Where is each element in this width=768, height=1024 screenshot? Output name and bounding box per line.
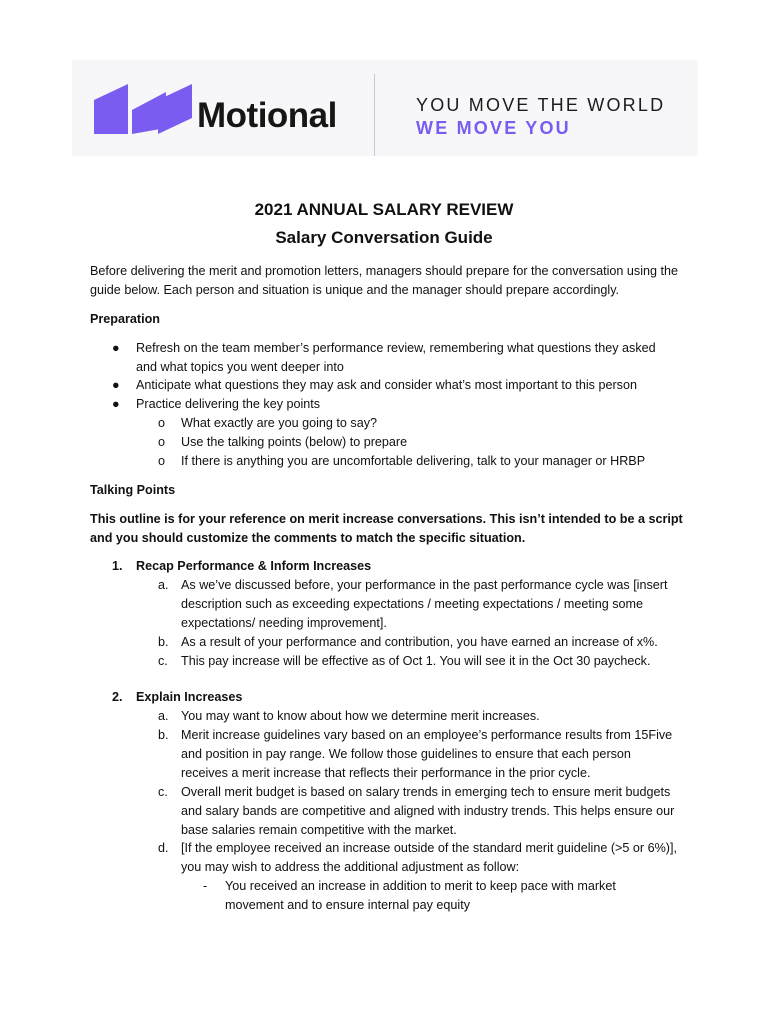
section1-item: As we’ve discussed before, your performance in the past performance cycle was [insert description such as exceeding expectations / meeting expectations / meeting some expectations/ needing improvement]. <box>181 578 668 630</box>
item-marker: d. <box>158 841 169 855</box>
document-subtitle: Salary Conversation Guide <box>275 228 493 247</box>
motional-logo-icon <box>94 84 192 134</box>
preparation-heading: Preparation <box>90 312 160 326</box>
preparation-bullet: Refresh on the team member’s performance review, remembering what questions they asked and what topics you went deeper into <box>136 341 656 374</box>
logo-text: Motional <box>197 96 337 135</box>
talking-points-heading: Talking Points <box>90 483 176 497</box>
bullet-marker: ● <box>112 341 120 355</box>
preparation-sub-bullet: If there is anything you are uncomfortable delivering, talk to your manager or HRBP <box>181 454 646 468</box>
sub-bullet-marker: o <box>158 454 166 468</box>
tagline-line1: YOU MOVE THE WORLD <box>416 95 666 115</box>
tagline-line2: WE MOVE YOU <box>416 118 571 138</box>
item-marker: b. <box>158 635 169 649</box>
section-number: 2. <box>112 690 123 704</box>
section2-item: You may want to know about how we determine merit increases. <box>181 709 540 723</box>
item-marker: a. <box>158 709 169 723</box>
talking-points-note: This outline is for your reference on merit increase conversations. This isn’t intended to be a script and you should customize the comments to match the specific situation. <box>90 512 683 545</box>
sub-bullet-marker: o <box>158 416 166 430</box>
section1-heading: Recap Performance & Inform Increases <box>136 559 372 573</box>
header-banner <box>72 60 698 156</box>
sub-bullet-marker: o <box>158 435 166 449</box>
section1-item: This pay increase will be effective as of Oct 1. You will see it in the Oct 30 paycheck. <box>181 654 651 668</box>
item-marker: c. <box>158 654 168 668</box>
item-marker: b. <box>158 728 169 742</box>
section2-heading: Explain Increases <box>136 690 243 704</box>
section2-item: Merit increase guidelines vary based on an employee’s performance results from 15Five and position in pay range. We follow those guidelines to ensure that each person receives a merit increase that reflects their performance in the prior cycle. <box>181 728 673 780</box>
section2-item: [If the employee received an increase outside of the standard merit guideline (>5 or 6%)], you may wish to address the additional adjustment as follow: <box>181 841 677 874</box>
bullet-marker: ● <box>112 378 120 392</box>
preparation-bullet: Anticipate what questions they may ask and consider what’s most important to this person <box>136 378 637 392</box>
preparation-bullet: Practice delivering the key points <box>136 397 321 411</box>
section2-dash-item: You received an increase in addition to merit to keep pace with market movement and to ensure internal pay equity <box>225 879 616 912</box>
bullet-marker: ● <box>112 397 120 411</box>
item-marker: c. <box>158 785 168 799</box>
preparation-sub-bullet: What exactly are you going to say? <box>181 416 378 430</box>
preparation-sub-bullet: Use the talking points (below) to prepare <box>181 435 408 449</box>
section-number: 1. <box>112 559 123 573</box>
item-marker: a. <box>158 578 169 592</box>
dash-marker: - <box>203 879 208 893</box>
section1-item: As a result of your performance and contribution, you have earned an increase of x%. <box>181 635 658 649</box>
intro-paragraph: Before delivering the merit and promotion letters, managers should prepare for the conversation using the guide below. Each person and situation is unique and the manager should prepare accordingly. <box>90 264 679 297</box>
section2-item: Overall merit budget is based on salary trends in emerging tech to ensure merit budgets and salary bands are competitive and aligned with industry trends. This helps ensure our base salaries remain competitive with the market. <box>181 785 675 837</box>
document-title: 2021 ANNUAL SALARY REVIEW <box>254 200 514 219</box>
header-divider <box>374 74 375 156</box>
